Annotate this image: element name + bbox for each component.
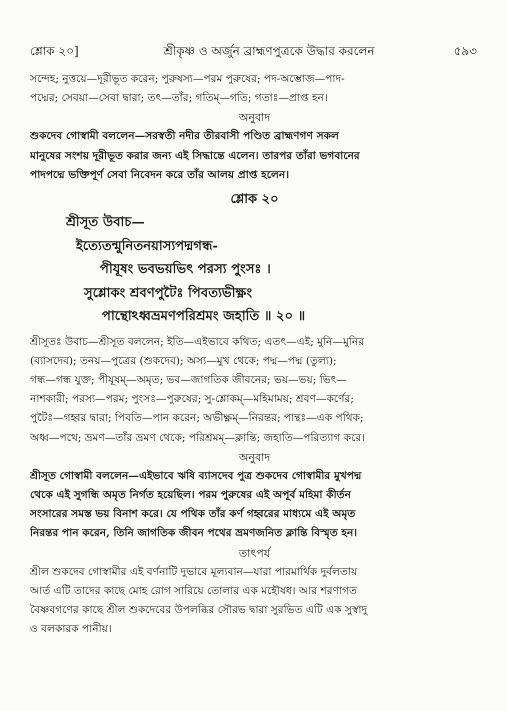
verse-speaker: শ্রীসূত উবাচ— <box>66 215 145 231</box>
synonym-line: নাশকারী; পরস্য—পরম; পুংসঃ—পুরুষের; সু-শ্লোকম্—মহিমাময়; শ্রবণ—কর্ণের; <box>30 393 354 406</box>
translation-heading: অনুবাদ <box>238 111 271 125</box>
translation-line: সংসারের সমস্ত ভয় বিনাশ করে। যে পথিক তাঁর কর্ণ গহ্বরের মাধ্যমে এই অমৃত <box>30 508 356 521</box>
synonym-line: অধ্ব—পথে; ভ্রমণ—তাঁর ভ্রমণ থেকে; পরিশ্রমম্—ক্লান্তি; জহাতি—পরিত্যাগ করে। <box>30 431 366 444</box>
verse-line: পীযূষং ভবভয়ভিৎ পরস্য পুংসঃ । <box>100 262 271 278</box>
header-chapter-title: শ্রীকৃষ্ণ ও অর্জুন ব্রাহ্মণপুত্রকে উদ্ধার করলেন <box>163 44 375 58</box>
translation-line: পাদপদ্মে ভক্তিপূর্ণ সেবা নিবেদন করে তাঁর আলয় প্রাপ্ত হলেন। <box>30 168 289 181</box>
synonym-line: শ্রীসূতঃ উবাচ—শ্রীসূত বললেন; ইতি—এইভাবে কথিত; এতৎ—এই; মুনি—মুনির <box>30 335 365 348</box>
translation-line: থেকে এই সুগন্ধি অমৃত নির্গত হয়েছিল। পরম পুরুষের এই অপূর্ব মহিমা কীর্তন <box>30 488 351 501</box>
purport-line: আর্ত এটি তাদের কাছে মোহ রোগ সারিয়ে তোলার এক মহৌষধ। আর শরণাগত <box>30 584 357 597</box>
verse-line: সুশ্লোকং শ্রবণপুটৈঃ পিবত্যভীক্ষ্ণং <box>84 285 253 301</box>
page-header <box>30 44 477 62</box>
purport-line: শ্রীল শুকদেব গোস্বামীর এই বর্ণনাটি দুভাবে মূল্যবান—যারা পারমার্থিক দুর্বলতায় <box>30 565 358 578</box>
verse-number: শ্লোক ২০ <box>230 192 279 208</box>
translation-line: শ্রীসূত গোস্বামী বললেন—এইভাবে ঋষি ব্যাসদেব পুত্র শুকদেব গোস্বামীর মুখপদ্ম <box>30 469 362 482</box>
synonym-line: গন্ধ—গন্ধ যুক্ত; পীযূষম্—অমৃত; ভব—জাগতিক জীবনের; ভয়—ভয়; ভিৎ— <box>30 373 347 386</box>
purport-heading: তাৎপর্য <box>238 546 271 560</box>
synonym-line: সন্দেহ; নুত্তয়ে—দূরীভূত করেন; পুরুষস্য—পরম পুরুষের; পদ-অম্ভোজ—পাদ- <box>30 73 345 85</box>
synonym-line: পুটৈঃ—গহ্বর দ্বারা; পিবতি—পান করেন; অভীক্ষ্ণম্—নিরন্তর; পান্থঃ—এক পথিক; <box>30 412 364 425</box>
translation-line: নিরন্তর পান করেন, তিনি জাগতিক জীবন পথের ভ্রমণজনিত ক্লান্তি বিস্মৃত হন। <box>30 527 358 540</box>
header-verse-ref: শ্লোক ২০] <box>30 44 79 58</box>
synonym-line: পদ্মের; সেবয়া—সেবা দ্বারা; তৎ—তাঁর; গতিম্—গতি; গতাঃ—প্রাপ্ত হন। <box>30 92 328 105</box>
translation-line: মানুষের সংশয় দূরীভূত করার জন্য এই সিদ্ধান্তে এলেন। তারপর তাঁরা ভগবানের <box>30 149 360 162</box>
verse-line: পান্থোঽধ্বভ্রমণপরিশ্রমং জহাতি ॥ ২০ ॥ <box>102 309 306 325</box>
verse-line: ইত্যেতন্মুনিতনয়াস্যপদ্মগন্ধ- <box>76 238 218 254</box>
page-body <box>30 70 479 639</box>
purport-line: বৈষ্ণবগণের কাছে শ্রীল শুকদেবের উপলব্ধির সৌরভ দ্বারা সুরভিত এটি এক সুস্বাদু <box>30 603 368 616</box>
translation-heading: অনুবাদ <box>238 450 271 464</box>
purport-line: ও বলকারক পানীয়। <box>30 623 112 636</box>
translation-line: শুকদেব গোস্বামী বললেন—সরস্বতী নদীর তীরবাসী পণ্ডিত ব্রাহ্মণগণ সকল <box>30 130 339 143</box>
page-number: ৫৯৩ <box>453 44 477 58</box>
synonym-line: (ব্যাসদেব); তনয়—পুত্রের (শুকদেব); অস্য—মুখ থেকে; পদ্ম—পদ্ম (তুল্য); <box>30 354 337 367</box>
